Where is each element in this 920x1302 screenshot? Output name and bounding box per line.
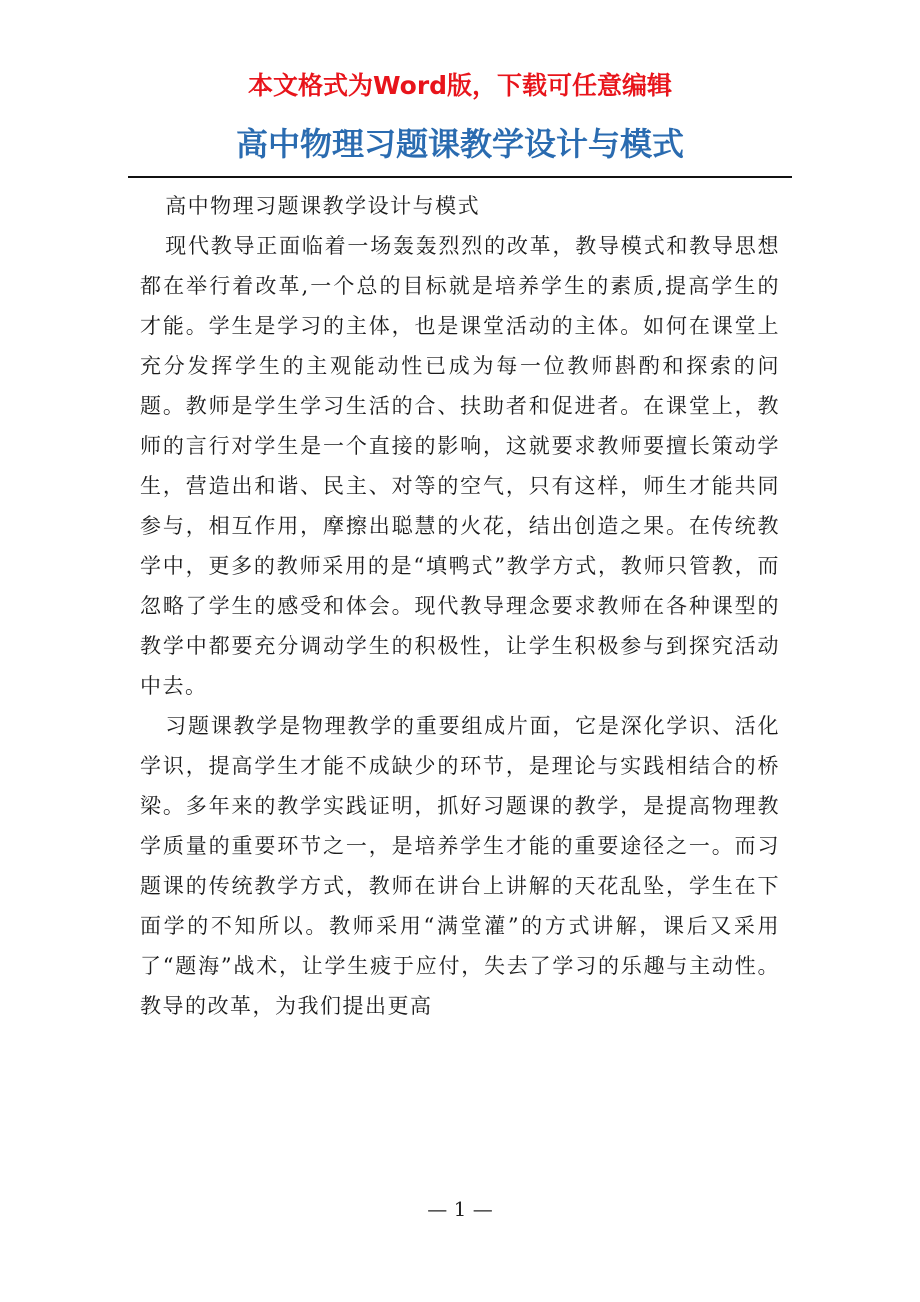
page-number: — 1 — — [427, 1197, 493, 1221]
document-body — [140, 186, 780, 1026]
body-paragraph-1: 现代教导正面临着一场轰轰烈烈的改革，教导模式和教导思想都在举行着改革,一个总的目标就是培养学生的素质,提高学生的才能。学生是学习的主体，也是课堂活动的主体。如何在课堂上充分发挥学生的主观能动性已成为每一位教师斟酌和探索的问题。教师是学生学习生活的合、扶助者和促进者。在课堂上，教师的言行对学生是一个直接的影响，这就要求教师要擅长策动学生，营造出和谐、民主、对等的空气，只有这样，师生才能共同参与，相互作用，摩擦出聪慧的火花，结出创造之果。在传统教学中，更多的教师采用的是“填鸭式”教学方式，教师只管教，而忽略了学生的感受和体会。现代教导理念要求教师在各种课型的教学中都要充分调动学生的积极性，让学生积极参与到探究活动中去。 — [140, 234, 780, 698]
body-subtitle: 高中物理习题课教学设计与模式 — [165, 194, 481, 218]
format-notice: 本文格式为Word版，下载可任意编辑 — [247, 71, 673, 100]
title-divider — [128, 176, 792, 178]
document-title: 高中物理习题课教学设计与模式 — [235, 125, 684, 163]
body-paragraph-2: 习题课教学是物理教学的重要组成片面，它是深化学识、活化学识，提高学生才能不成缺少的环节，是理论与实践相结合的桥梁。多年来的教学实践证明，抓好习题课的教学，是提高物理教学质量的重要环节之一，是培养学生才能的重要途径之一。而习题课的传统教学方式，教师在讲台上讲解的天花乱坠，学生在下面学的不知所以。教师采用“满堂灌”的方式讲解，课后又采用了“题海”战术，让学生疲于应付，失去了学习的乐趣与主动性。教导的改革，为我们提出更高 — [140, 714, 780, 1018]
